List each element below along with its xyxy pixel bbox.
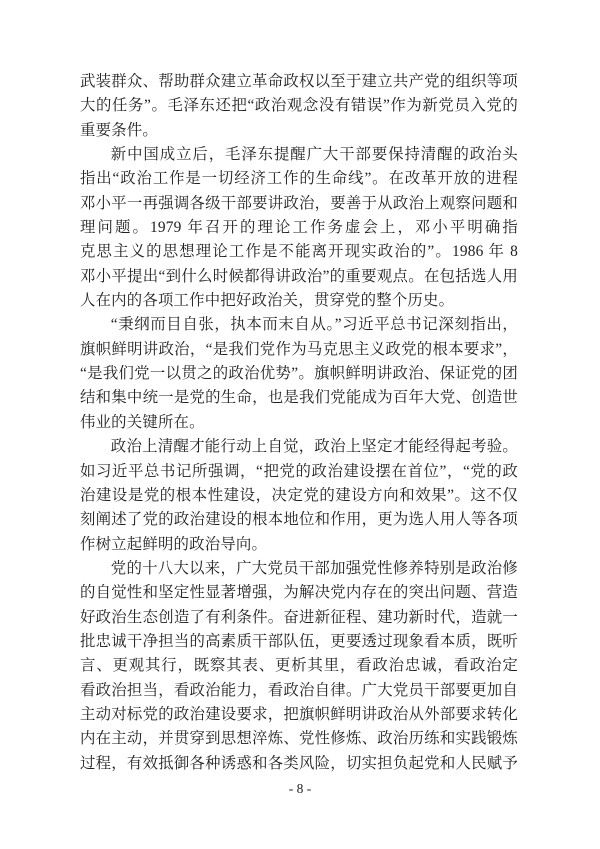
text-line: 伟业的关键所在。 — [80, 413, 205, 431]
text-line: 批忠诚干净担当的高素质干部队伍，更要透过现象看本质，既听 — [80, 632, 518, 650]
text-line: 的自觉性和坚定性显著增强，为解决党内存在的突出问题、营造 — [80, 584, 518, 602]
text-line: 指出“政治工作是一切经济工作的生命线”。在改革开放的进程 — [80, 170, 518, 188]
text-line: 重要条件。 — [80, 121, 158, 139]
text-line: 政治上清醒才能行动上自觉，政治上坚定才能经得起考验。 — [110, 438, 518, 456]
text-line: 结和集中统一是党的生命，也是我们党能成为百年大党、创造世 — [80, 389, 518, 407]
text-line: 好政治生态创造了有利条件。奋进新征程、建功新时代，造就一 — [80, 608, 518, 626]
text-line: 新中国成立后，毛泽东提醒广大干部要保持清醒的政治头 — [110, 146, 518, 164]
text-line: 理问题。1979 年召开的理论工作务虚会上，邓小平明确指 — [80, 219, 518, 237]
text-line: 刻阐述了党的政治建设的根本地位和作用，更为选人用人等各项 — [80, 511, 518, 529]
text-line: 看政治担当，看政治能力，看政治自律。广大党员干部要更加自 — [80, 681, 518, 699]
text-line: 武装群众、帮助群众建立革命政权以至于建立共产党的组织等项 — [80, 73, 518, 90]
text-line: 大的任务”。毛泽东还把“政治观念没有错误”作为新党员入党的 — [80, 97, 518, 115]
text-line: 人在内的各项工作中把好政治关，贯穿党的整个历史。 — [80, 292, 455, 310]
text-line: 如习近平总书记所强调，“把党的政治建设摆在首位”，“党的政 — [80, 462, 518, 480]
body-text — [80, 70, 518, 776]
text-line: 邓小平一再强调各级干部要讲政治，要善于从政治上观察问题和 — [80, 194, 518, 212]
page-number: - 8 - — [288, 781, 312, 796]
text-line: 言、更观其行，既察其表、更析其里，看政治忠诚，看政治定 — [80, 657, 518, 675]
text-line: 作树立起鲜明的政治导向。 — [80, 535, 268, 553]
text-line: “秉纲而目自张，执本而末自从。”习近平总书记深刻指出， — [110, 316, 518, 334]
text-line: 党的十八大以来，广大党员干部加强党性修养特别是政治修 — [110, 559, 518, 577]
text-line: 邓小平提出“到什么时候都得讲政治”的重要观点。在包括选人用 — [80, 267, 518, 285]
text-line: 主动对标党的政治建设要求，把旗帜鲜明讲政治从外部要求转化 — [80, 705, 518, 723]
text-line: 克思主义的思想理论工作是不能离开现实政治的”。1986 年 8 — [80, 243, 518, 261]
text-line: 内在主动，并贯穿到思想淬炼、党性修炼、政治历练和实践锻炼 — [80, 730, 518, 748]
text-line: 过程，有效抵御各种诱惑和各类风险，切实担负起党和人民赋予 — [80, 754, 518, 772]
text-line: 旗帜鲜明讲政治，“是我们党作为马克思主义政党的根本要求”， — [80, 340, 518, 358]
text-line: “是我们党一以贯之的政治优势”。旗帜鲜明讲政治、保证党的团 — [80, 365, 518, 383]
text-line: 治建设是党的根本性建设，决定党的建设方向和效果”。这不仅 — [80, 486, 518, 504]
